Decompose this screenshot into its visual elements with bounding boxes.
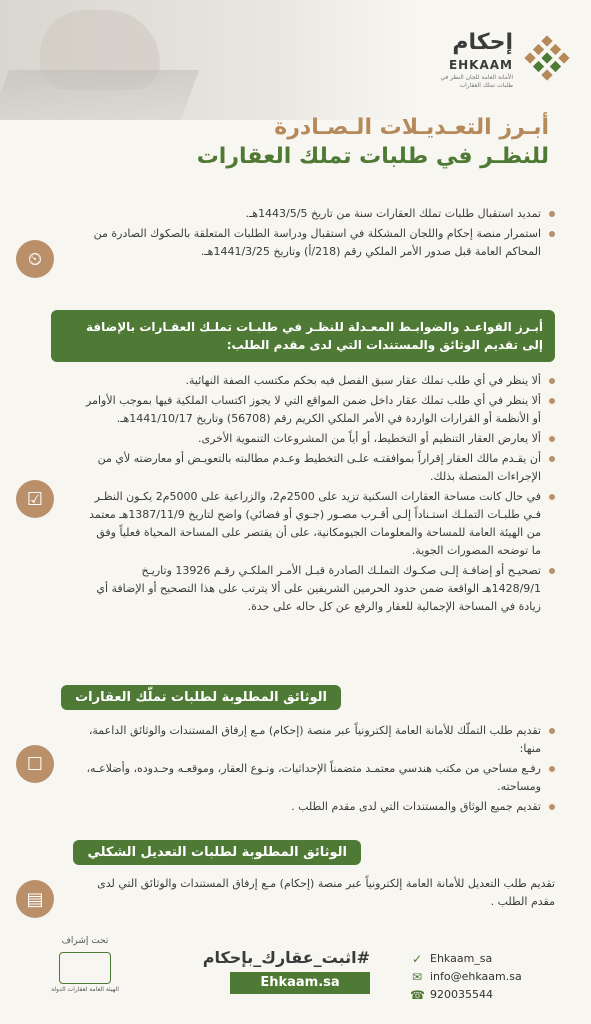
intro-item: استمرار منصة إحكام واللجان المشكلة في استقبال ودراسة الطلبات المتعلقة بالصكوك الصادرة من المحاكم العامة قبل صدور الأمر الملكي رقم (218/أ) وتاريخ 1441/3/25هـ. xyxy=(85,225,555,261)
mod-text: تقديم طلب التعديل للأمانة العامة إلكترونياً عبر منصة (إحكام) مـع إرفاق المستندات والوثائق التي لدى مقدم الطلب . xyxy=(97,877,555,908)
page-title xyxy=(29,115,549,169)
rule-item: ألا ينظر في أي طلب تملك عقار داخل ضمن المواقع التي لا يجوز اكتساب الملكية فيها بموجب الأوامر أو الأنظمة أو القرارات الواردة في الأمر الملكي الكريم رقم (56708) وتاريخ 1441/10/17هـ. xyxy=(85,392,555,428)
mod-band: الوثائق المطلوبة لطلبات التعديل الشكلي xyxy=(73,840,361,865)
rules-section xyxy=(85,372,555,618)
rule-item: أن يقـدم مالك العقار إقراراً بموافقتـه علـى التخطيط وعـدم مطالبته بالتعويـض أو معارضته لأي من الإجراءات المتصلة بذلك. xyxy=(85,450,555,486)
docs-band: الوثائق المطلوبة لطلبات تملّك العقارات xyxy=(61,685,341,710)
twitter-handle[interactable]: Ehkaam_sa xyxy=(430,952,493,965)
email-row[interactable] xyxy=(410,968,570,986)
checklist-icon: ☑ xyxy=(16,480,54,518)
phone-icon: ☎ xyxy=(410,988,425,1002)
title-line-2: للنظـر في طلبات تملك العقارات xyxy=(196,144,549,169)
title-line-1: أبـرز التعـديـلات الـصـادرة xyxy=(274,115,549,140)
sponsor-logo xyxy=(59,952,111,984)
brand-logo xyxy=(421,28,571,98)
email-address[interactable]: info@ehkaam.sa xyxy=(430,970,522,983)
footer xyxy=(0,930,591,1024)
docs-section xyxy=(85,722,555,818)
sponsor xyxy=(30,936,140,994)
laptop-image xyxy=(0,70,199,120)
intro-section xyxy=(85,205,555,263)
phone-number[interactable]: 920035544 xyxy=(430,988,493,1001)
document-icon: ▤ xyxy=(16,880,54,918)
logo-mark-icon xyxy=(523,34,571,82)
rule-item: ألا ينظر في أي طلب تملك عقار سبق الفصل فيه بحكم مكتسب الصفة النهائية. xyxy=(85,372,555,390)
rules-band: أبـرز القواعـد والضوابـط المعـدلة للنظـر في طلبـات تملـك العقـارات بالإضافة إلى تقديم الوثائق والمستندات التي لدى مقدم الطلب: xyxy=(51,310,555,362)
twitter-row[interactable] xyxy=(410,950,570,968)
contact-list xyxy=(410,950,570,1004)
doc-item: رفـع مساحي من مكتب هندسي معتمـد متضمناً الإحداثيات، ونـوع العقار، وموقعـه وحـدوده، وأضلاعـه، ومساحته. xyxy=(85,760,555,796)
intro-item: تمديد استقبال طلبات تملك العقارات سنة من تاريخ 1443/5/5هـ. xyxy=(85,205,555,223)
mod-section xyxy=(85,875,555,913)
email-icon: ✉ xyxy=(411,970,423,984)
logo-latin: EHKAAM xyxy=(448,58,513,72)
doc-item: تقديم جميع الوثاق والمستندات التي لدى مقدم الطلب . xyxy=(85,798,555,816)
hashtag[interactable]: #اثبت_عقارك_بإحكام xyxy=(202,948,370,967)
sponsor-label: تحت إشراف xyxy=(61,936,109,946)
sponsor-name: الهيئة العامة لعقارات الدولة xyxy=(51,986,119,993)
rule-item: في حال كانت مساحة العقارات السكنية تزيد على 2500م2، والزراعية على 5000م2 يكـون النظـر فـي طلبـات التملـك استـناداً إلـى أقـرب مصـور (جـوي أو فضائي) واضح لتاريخ 1387/11/9هـ معتمد من الهيئة العامة للمساحة والمعلومات الجيومكانية، على أن يقتصر على المساحة المحياة فعلياً وفق ما توضحه المصورات الجوية. xyxy=(85,488,555,560)
twitter-icon: ✓ xyxy=(411,952,423,966)
logo-arabic: إحكام xyxy=(452,30,513,55)
rule-item: تصحيـح أو إضافـة إلـى صكـوك التملـك الصادرة قبـل الأمـر الملكـي رقـم 13926 وتاريـخ 1428/9/1هـ الواقعة ضمن حدود الحرمين الشريفين على ألا يترتب على هذا التصحيح أو الإضافة أي زيادة في المساحة الإجمالية للعقار والرفع عن كل حاله على حدة. xyxy=(85,562,555,616)
clock-icon: ⏲ xyxy=(16,240,54,278)
logo-subtitle: الأمانة العامة للجان النظر في طلبات تملك العقارات xyxy=(440,74,513,89)
rule-item: ألا يعارض العقار التنظيم أو التخطيط، أو أياً من المشروعات التنموية الأخرى. xyxy=(85,430,555,448)
phone-row[interactable] xyxy=(410,986,570,1004)
phone-doc-icon: ☐ xyxy=(16,745,54,783)
website-link[interactable]: Ehkaam.sa xyxy=(230,972,370,994)
doc-item: تقديم طلب التملّك للأمانة العامة إلكترونياً عبر منصة (إحكام) مـع إرفاق المستندات والوثائق الداعمة، منها: xyxy=(85,722,555,758)
